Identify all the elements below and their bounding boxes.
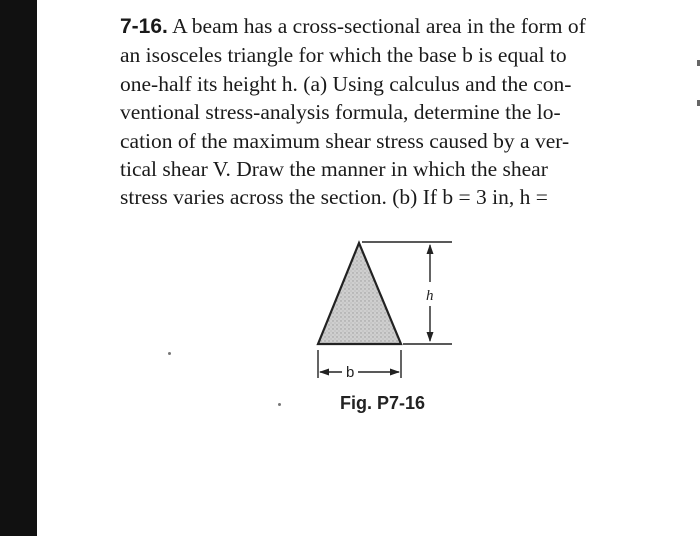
problem-line-7: stress varies across the section. (b) If b = 3 in, h = <box>120 185 548 210</box>
height-label: h <box>426 288 434 304</box>
problem-line-5: cation of the maximum shear stress caused by a ver- <box>120 128 570 153</box>
figure-caption: Fig. P7-16 <box>340 393 426 413</box>
triangle-figure <box>300 232 470 392</box>
problem-line-2: an isosceles triangle for which the base b is equal to <box>120 43 567 68</box>
problem-number: 7-16. <box>120 15 168 38</box>
problem-text <box>120 12 656 212</box>
height-arrow-down <box>427 332 434 342</box>
height-arrow-up <box>427 244 434 254</box>
problem-line-6: tical shear V. Draw the manner in which the shear <box>120 157 548 182</box>
problem-line-3: one-half its height h. (a) Using calculus and the con- <box>120 71 572 96</box>
triangle-cross-section <box>318 243 401 344</box>
base-label: b <box>346 364 355 381</box>
left-black-border <box>0 0 37 536</box>
stray-dot-bottom <box>278 403 281 406</box>
stray-dot-left <box>168 352 171 355</box>
base-arrow-left <box>319 369 329 376</box>
problem-line-4: ventional stress-analysis formula, determine the lo- <box>120 100 561 125</box>
problem-line-1 <box>120 12 656 41</box>
triangle-diagram <box>300 232 470 392</box>
base-arrow-right <box>390 369 400 376</box>
problem-line-1-text: A beam has a cross-sectional area in the form of <box>172 14 586 38</box>
